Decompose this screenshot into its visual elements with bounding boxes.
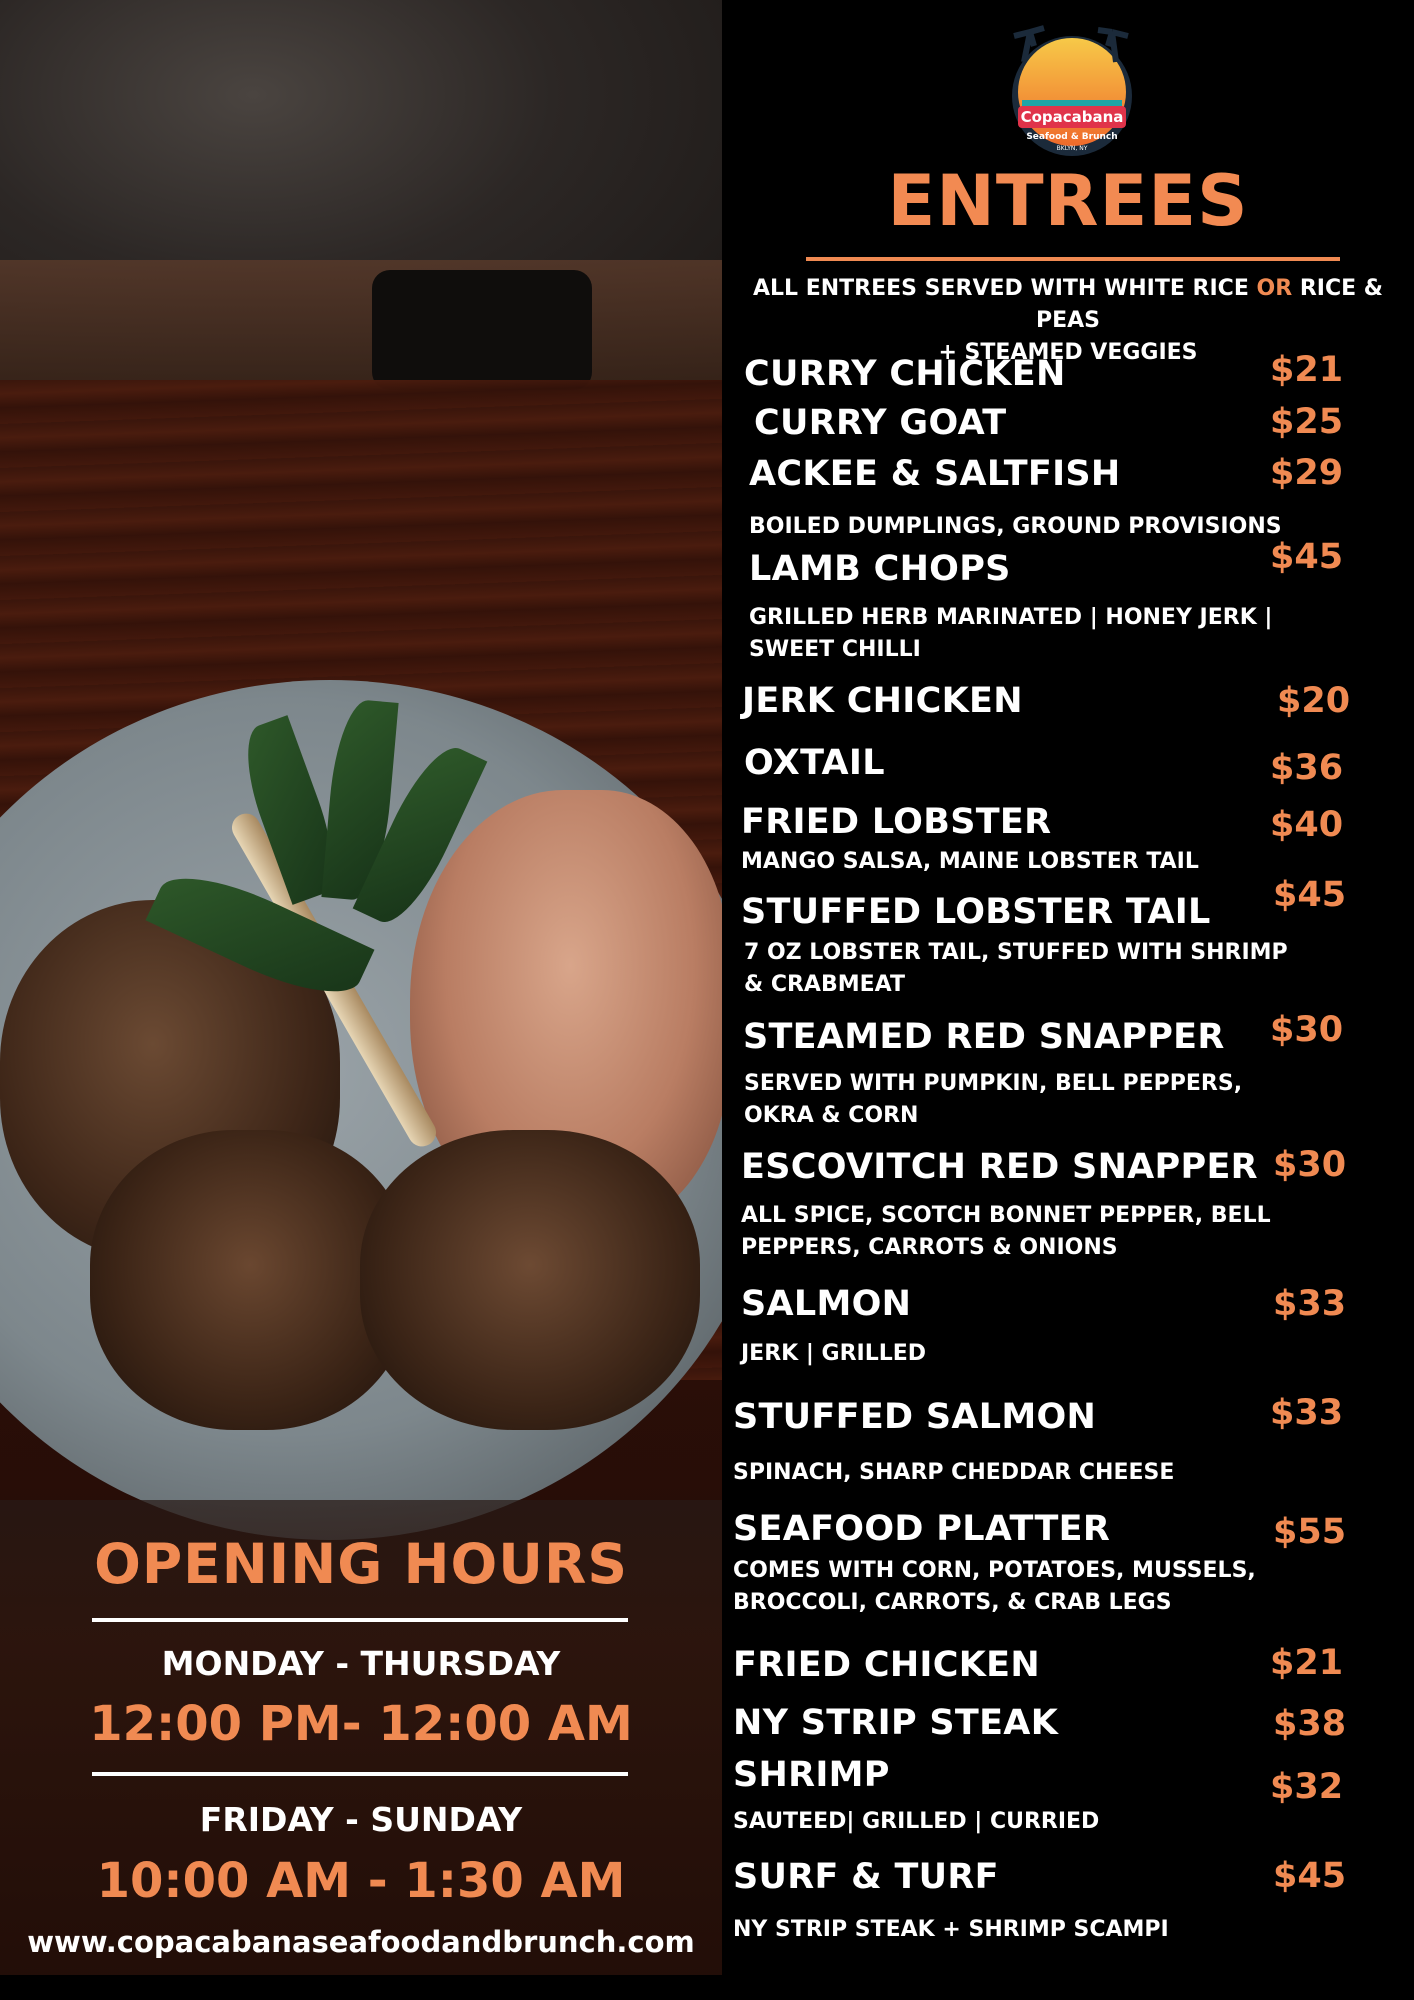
menu-item-desc: SPINACH, SHARP CHEDDAR CHEESE <box>733 1460 1175 1485</box>
menu-item-name: SALMON <box>741 1284 912 1324</box>
copacabana-logo <box>1004 22 1140 162</box>
opening-hours-title: OPENING HOURS <box>94 1532 628 1596</box>
logo-location: BKLYN, NY <box>1056 145 1088 152</box>
schedule-time: 12:00 PM- 12:00 AM <box>89 1696 633 1752</box>
logo-name: Copacabana <box>1020 108 1124 126</box>
menu-item-name: NY STRIP STEAK <box>733 1703 1059 1743</box>
menu-item-desc: NY STRIP STEAK + SHRIMP SCAMPI <box>733 1917 1169 1942</box>
divider <box>92 1772 628 1776</box>
menu-item-price: $32 <box>1270 1767 1344 1807</box>
heading-divider <box>806 257 1340 261</box>
menu-item-name: JERK CHICKEN <box>742 681 1023 721</box>
menu-item-price: $36 <box>1270 748 1344 788</box>
menu-item-price: $25 <box>1270 402 1344 442</box>
subtitle-text: ALL ENTREES SERVED WITH WHITE RICE <box>753 276 1257 301</box>
schedule-days: MONDAY - THURSDAY <box>161 1644 561 1683</box>
menu-item-desc: COMES WITH CORN, POTATOES, MUSSELS, BROCCOLI, CARROTS, & CRAB LEGS <box>733 1558 1256 1615</box>
subtitle-or: OR <box>1256 276 1293 301</box>
subtitle-text: + STEAMED VEGGIES <box>938 340 1198 365</box>
menu-item-desc: SERVED WITH PUMPKIN, BELL PEPPERS, OKRA & CORN <box>744 1071 1243 1128</box>
background-cup <box>372 270 592 390</box>
menu-item-price: $20 <box>1277 681 1351 721</box>
menu-item-price: $33 <box>1270 1393 1344 1433</box>
menu-item-desc: ALL SPICE, SCOTCH BONNET PEPPER, BELL PEPPERS, CARROTS & ONIONS <box>741 1203 1271 1260</box>
menu-item-price: $45 <box>1273 875 1347 915</box>
menu-item-price: $40 <box>1270 805 1344 845</box>
lamb-chop <box>360 1130 700 1430</box>
menu-item-desc: SAUTEED| GRILLED | CURRIED <box>733 1809 1100 1834</box>
menu-item-desc: 7 OZ LOBSTER TAIL, STUFFED WITH SHRIMP & CRABMEAT <box>744 940 1288 997</box>
menu-item-desc: BOILED DUMPLINGS, GROUND PROVISIONS <box>749 514 1282 539</box>
logo-tagline: Seafood & Brunch <box>1026 132 1118 142</box>
menu-item-desc: JERK | GRILLED <box>741 1341 927 1366</box>
menu-item-name: SURF & TURF <box>733 1857 999 1897</box>
menu-item-name: CURRY CHICKEN <box>744 354 1066 394</box>
menu-item-desc: MANGO SALSA, MAINE LOBSTER TAIL <box>741 849 1199 874</box>
menu-heading: ENTREES <box>887 160 1249 242</box>
website-link[interactable]: www.copacabanaseafoodandbrunch.com <box>27 1925 695 1959</box>
menu-item-name: SEAFOOD PLATTER <box>733 1509 1111 1549</box>
menu-item-desc: GRILLED HERB MARINATED | HONEY JERK | SWEET CHILLI <box>749 605 1273 662</box>
menu-item-name: FRIED LOBSTER <box>741 802 1052 842</box>
subtitle-text: RICE & PEAS <box>1035 276 1383 333</box>
divider <box>92 1618 628 1622</box>
menu-item-price: $21 <box>1270 1643 1344 1683</box>
menu-item-name: ACKEE & SALTFISH <box>749 454 1121 494</box>
menu-item-name: STEAMED RED SNAPPER <box>743 1017 1225 1057</box>
table-edge <box>0 260 722 390</box>
menu-item-price: $21 <box>1270 350 1344 390</box>
menu-item-price: $30 <box>1270 1010 1344 1050</box>
menu-item-name: OXTAIL <box>744 743 885 783</box>
menu-item-name: FRIED CHICKEN <box>733 1645 1040 1685</box>
menu-item-name: CURRY GOAT <box>754 403 1007 443</box>
schedule-days: FRIDAY - SUNDAY <box>199 1800 523 1839</box>
menu-item-name: LAMB CHOPS <box>749 549 1011 589</box>
menu-item-price: $55 <box>1273 1512 1347 1552</box>
menu-item-price: $33 <box>1273 1284 1347 1324</box>
menu-item-price: $45 <box>1270 537 1344 577</box>
menu-item-name: ESCOVITCH RED SNAPPER <box>741 1147 1258 1187</box>
menu-item-price: $45 <box>1273 1856 1347 1896</box>
menu-item-price: $38 <box>1273 1704 1347 1744</box>
menu-item-name: STUFFED SALMON <box>733 1397 1097 1437</box>
menu-item-price: $30 <box>1273 1145 1347 1185</box>
menu-item-price: $29 <box>1270 453 1344 493</box>
menu-item-name: SHRIMP <box>733 1755 890 1795</box>
menu-item-name: STUFFED LOBSTER TAIL <box>741 892 1211 932</box>
schedule-time: 10:00 AM - 1:30 AM <box>96 1853 626 1909</box>
